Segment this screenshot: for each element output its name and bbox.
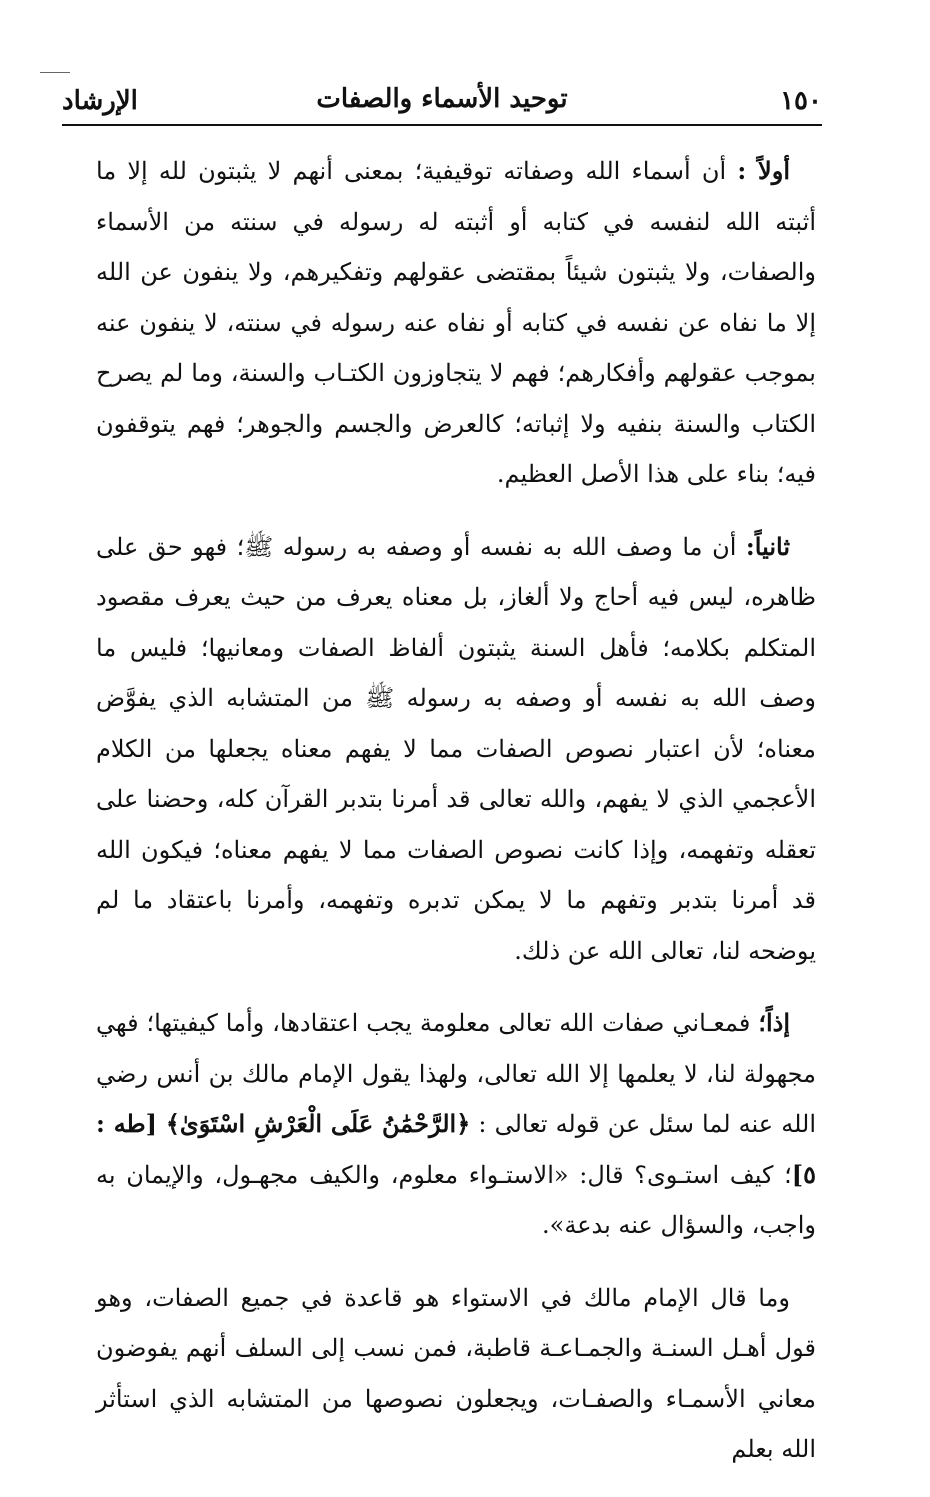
paragraph-second-principle <box>96 522 816 977</box>
paragraph-conclusion <box>96 998 816 1251</box>
paragraph-text: ؛ كيف استـوى؟ قال: «الاستـواء معلوم، والكيف مجهـول، والإيمان به واجب، والسؤال عنه بدعة». <box>96 1160 816 1239</box>
paragraph-text: أن أسماء الله وصفاته توقيفية؛ بمعنى أنهم لا يثبتون لله إلا ما أثبته الله لنفسه في كتابه أو أثبته له رسوله في سنته من الأسماء والصفات، ولا يثبتون شيئاً بمقتضى عقولهم وتفكيرهم، ولا ينفون عن الله إلا ما نفاه عن نفسه في كتابه أو نفاه عنه رسوله في سنته، لا ينفون عنه بموجب عقولهم وأفكارهم؛ فهم لا يتجاوزون الكتـاب والسنة، وما لم يصرح الكتاب والسنة بنفيه ولا إثباته؛ كالعرض والجسم والجوهر؛ فهم يتوقفون فيه؛ بناء على هذا الأصل العظيم. <box>96 157 816 488</box>
page-body <box>96 146 816 1497</box>
paragraph-text: فمعـاني صفات الله تعالى معلومة يجب اعتقادها، وأما كيفيتها؛ فهي مجهولة لنا، لا يعلمها إلا الله تعالى، ولهذا يقول الإمام مالك بن أنس رضي الله عنه لما سئل عن قوله تعالى : <box>96 1009 816 1138</box>
paragraph-text: وما قال الإمام مالك في الاستواء هو قاعدة في جميع الصفات، وهو قول أهـل السنـة والجمـاعـة قاطبة، فمن نسب إلى السلف أنهم يفوضون معاني الأسمـاء والصفـات، ويجعلون نصوصها من المتشابه الذي استأثر الله بعلم <box>96 1283 816 1463</box>
paragraph-lead: ثانياً: <box>745 531 790 561</box>
paragraph-first-principle <box>96 146 816 500</box>
paragraph-lead: أولاً : <box>737 156 790 185</box>
header-rule <box>62 124 822 126</box>
scan-mark <box>40 72 70 73</box>
book-title: الإرشاد <box>62 86 138 116</box>
paragraph-lead: إذاً؛ <box>758 1008 790 1037</box>
running-header <box>62 78 822 124</box>
paragraph-malik-rule <box>96 1273 816 1475</box>
page-number: ١٥٠ <box>780 86 822 116</box>
chapter-title: توحيد الأسماء والصفات <box>316 84 568 114</box>
quran-verse: ﴿الرَّحْمَٰنُ عَلَى الْعَرْشِ اسْتَوَىٰ﴾ [طه : ٥] <box>96 1109 817 1189</box>
paragraph-text: أن ما وصف الله به نفسه أو وصفه به رسوله ﷺ؛ فهو حق على ظاهره، ليس فيه أحاج ولا ألغاز، بل معناه يعرف من حيث يعرف مقصود المتكلم بكلامه؛ فأهل السنة يثبتون ألفاظ الصفات ومعانيها؛ فليس ما وصف الله به نفسه أو وصفه به رسوله ﷺ من المتشابه الذي يفوَّض معناه؛ لأن اعتبار نصوص الصفات مما لا يفهم معناه يجعلها من الكلام الأعجمي الذي لا يفهم، والله تعالى قد أمرنا بتدبر القرآن كله، وحضنا على تعقله وتفهمه، وإذا كانت نصوص الصفات مما لا يفهم معناه؛ فيكون الله قد أمرنا بتدبر وتفهم ما لا يمكن تدبره وتفهمه، وأمرنا باعتقاد ما لم يوضحه لنا، تعالى الله عن ذلك. <box>96 532 816 965</box>
